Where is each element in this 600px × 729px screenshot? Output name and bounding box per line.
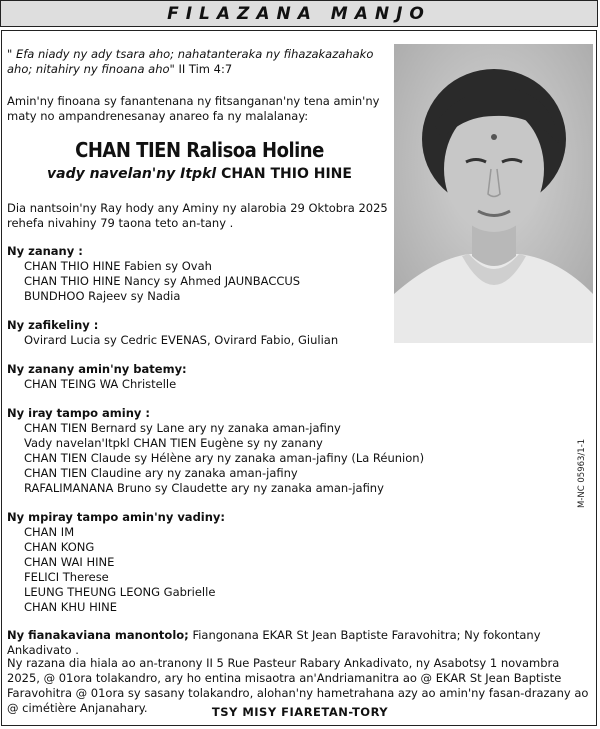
deceased-subtitle xyxy=(7,166,392,182)
list-item: CHAN WAI HINE xyxy=(24,555,115,569)
section-heading: Ny zanany amin'ny batemy: xyxy=(7,362,187,376)
list-item: Ovirard Lucia sy Cedric EVENAS, Ovirard Fabio, Giulian xyxy=(24,333,339,347)
funeral-details: Ny razana dia hiala ao an-tranony II 5 Rue Pasteur Rabary Ankadivato, ny Asabotsy 1 novambra 2025, @ 01ora tolakandro, ary ho entina misaotra an'Andriamanitra ao @ EKAR St Jean Baptiste Faravohitra @ 01ora sy sasany tolakandro, alohan'ny hametrahana azy ao amin'ny fasan-drazany ao @ cimétière Anjanahary. xyxy=(7,656,589,715)
list-item: CHAN THIO HINE Nancy sy Ahmed JAUNBACCUS xyxy=(24,274,301,288)
bible-quote xyxy=(7,47,392,77)
section-grandchildren xyxy=(7,318,338,348)
section-heading: Ny zafikeliny : xyxy=(7,318,99,332)
page-title: FILAZANA MANJO xyxy=(167,4,431,24)
list-item: CHAN TIEN Bernard sy Lane ary ny zanaka aman-jafiny xyxy=(24,421,341,435)
list-item: BUNDHOO Rajeev sy Nadia xyxy=(24,289,181,303)
list-item: CHAN TIEN Claude sy Hélène ary ny zanaka aman-jafiny (La Réunion) xyxy=(24,451,425,465)
section-children xyxy=(7,244,300,304)
list-item: CHAN IM xyxy=(24,525,75,539)
deceased-name: CHAN TIEN Ralisoa Holine xyxy=(75,138,324,162)
list-item: RAFALIMANANA Bruno sy Claudette ary ny zanaka aman-jafiny xyxy=(24,481,384,495)
death-notice: Dia nantsoin'ny Ray hody any Aminy ny alarobia 29 Oktobra 2025 rehefa nivahiny 79 taona teto an-tany . xyxy=(7,201,388,230)
list-item: CHAN TEING WA Christelle xyxy=(24,377,177,391)
family-text: Fiangonana EKAR St Jean Baptiste Faravohitra; Ny fokontany Ankadivato . xyxy=(7,628,541,657)
subtitle-relation: vady navelan'ny Itpkl xyxy=(47,166,217,182)
list-item: CHAN THIO HINE Fabien sy Ovah xyxy=(24,259,212,273)
family-heading: Ny fianakaviana manontolo; xyxy=(7,628,189,642)
list-item: CHAN TIEN Claudine ary ny zanaka aman-jafiny xyxy=(24,466,298,480)
list-item: CHAN KHU HINE xyxy=(24,600,117,614)
portrait-photo xyxy=(394,44,593,343)
quote-reference: II Tim 4:7 xyxy=(178,62,233,76)
section-siblings xyxy=(7,406,424,496)
reference-code: M-NC 05963/1-1 xyxy=(577,438,587,508)
header-banner xyxy=(0,0,598,27)
section-heading: Ny iray tampo aminy : xyxy=(7,406,150,420)
section-godchildren xyxy=(7,362,187,392)
footer-note: TSY MISY FIARETAN-TORY xyxy=(211,705,389,719)
subtitle-spouse: CHAN THIO HINE xyxy=(221,166,352,182)
list-item: FELICI Therese xyxy=(24,570,109,584)
list-item: Vady navelan'Itpkl CHAN TIEN Eugène sy ny zanany xyxy=(24,436,323,450)
section-heading: Ny zanany : xyxy=(7,244,83,258)
list-item: LEUNG THEUNG LEONG Gabrielle xyxy=(24,585,216,599)
quote-text: " Efa niady ny ady tsara aho; nahatanteraka ny fihazakazahako aho; nitahiry ny finoana aho" xyxy=(7,47,374,76)
family-line xyxy=(7,628,592,658)
intro-text: Amin'ny finoana sy fanantenana ny fitsanganan'ny tena amin'ny maty no ampandrenesanay anareo fa ny malalanay: xyxy=(7,94,380,123)
section-heading: Ny mpiray tampo amin'ny vadiny: xyxy=(7,510,226,524)
section-spouse-siblings xyxy=(7,510,225,615)
list-item: CHAN KONG xyxy=(24,540,95,554)
